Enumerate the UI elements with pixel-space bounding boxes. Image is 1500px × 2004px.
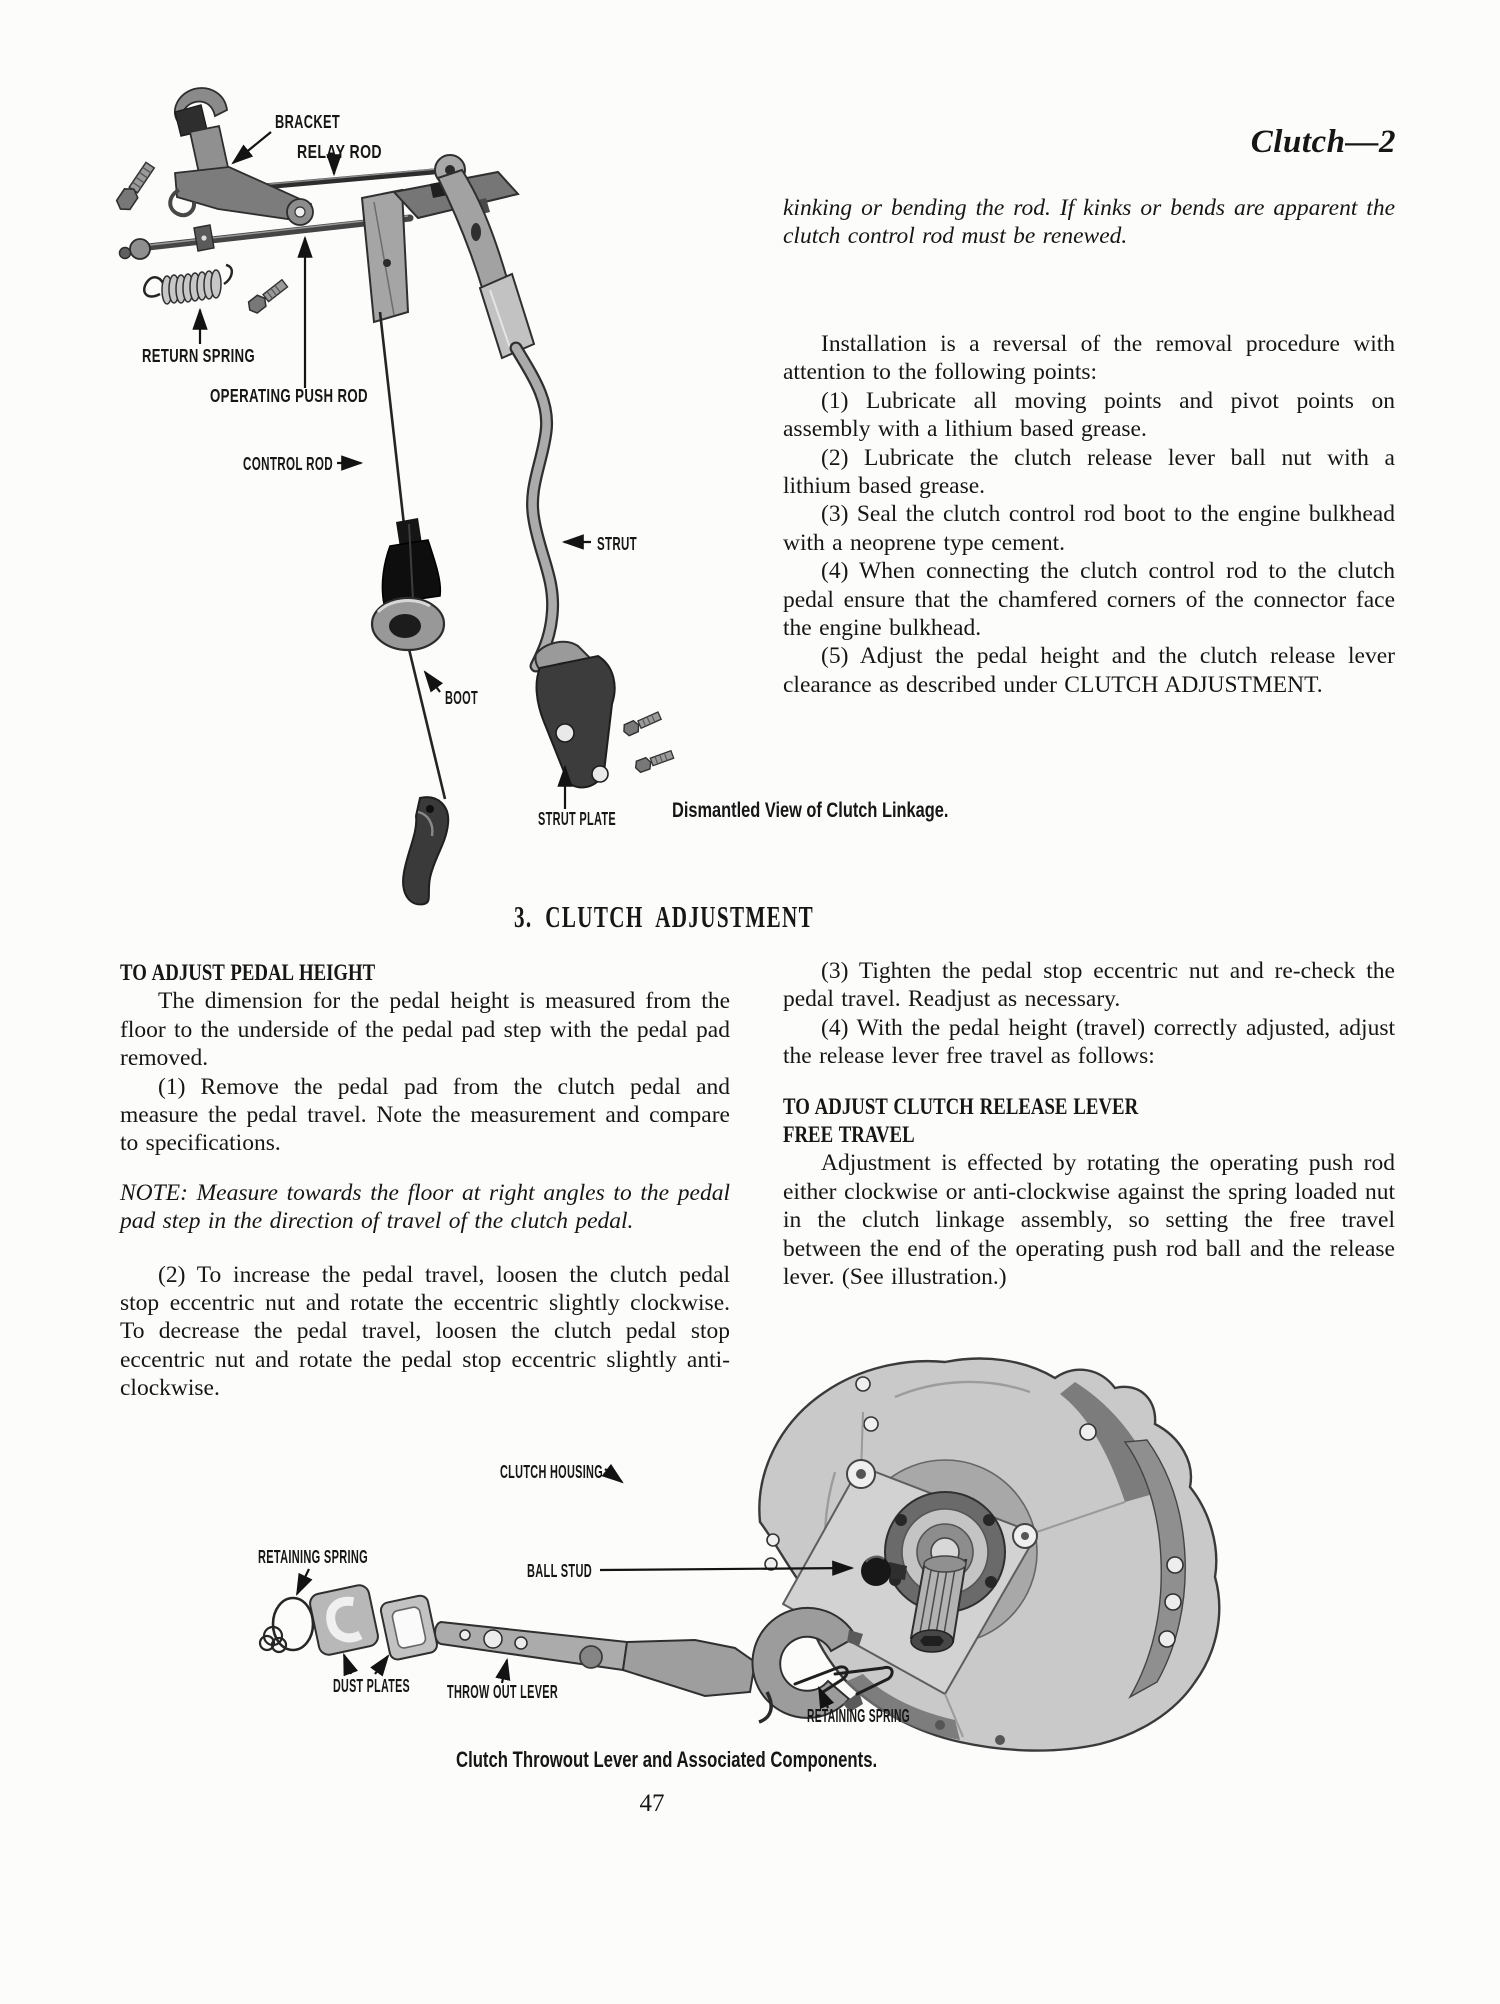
return-spring-part xyxy=(144,265,232,304)
bolt-part xyxy=(114,161,157,214)
section-heading xyxy=(514,899,955,935)
paragraph: (5) Adjust the pedal height and the clutch release lever clearance as described under CLUTCH ADJUSTMENT. xyxy=(783,643,1395,698)
label-control-rod: CONTROL ROD xyxy=(243,454,333,474)
paragraph: (4) When connecting the clutch control rod to the clutch pedal ensure that the chamfered corners of the connector face the engine bulkhead. xyxy=(783,558,1395,642)
clutch-housing-arrow xyxy=(605,1469,622,1482)
installation-notes xyxy=(783,330,1395,699)
label-ball-stud: BALL STUD xyxy=(527,1561,592,1581)
label-operating-push-rod: OPERATING PUSH ROD xyxy=(210,386,368,406)
label-dust-plates: DUST PLATES xyxy=(333,1676,410,1696)
paragraph: Adjustment is effected by rotating the operating push rod either clockwise or anti-clockwise against the spring loaded nut in the clutch linkage assembly, so setting the free travel between the end of the operating push rod ball and the release lever. (See illustration.) xyxy=(783,1150,1395,1291)
section-heading-text: 3. CLUTCH ADJUSTMENT xyxy=(514,899,815,934)
page-running-head: Clutch—2 xyxy=(1250,124,1396,160)
top-figure-caption xyxy=(672,799,1026,823)
label-retaining-spring-left: RETAINING SPRING xyxy=(258,1547,368,1567)
strut-plate-part xyxy=(536,642,615,788)
throw-out-lever-arrow xyxy=(502,1660,507,1683)
paragraph: (1) Remove the pedal pad from the clutch pedal and measure the pedal travel. Note the measurement and compare to specifications. xyxy=(120,1073,730,1157)
bolt-part xyxy=(634,749,675,774)
boot-arrow xyxy=(425,672,440,692)
retaining-spring-left-arrow xyxy=(297,1569,309,1594)
clutch-linkage-figure xyxy=(78,72,700,910)
label-return-spring: RETURN SPRING xyxy=(142,346,255,366)
caption-text: Dismantled View of Clutch Linkage. xyxy=(672,799,949,822)
bolt-part xyxy=(622,710,663,737)
bottom-figure-caption xyxy=(456,1747,1010,1773)
dust-plates-arrow-2 xyxy=(375,1656,388,1674)
subheading-release-lever xyxy=(783,1093,1395,1121)
label-relay-rod: RELAY ROD xyxy=(297,142,382,162)
paragraph: (1) Lubricate all moving points and pivot points on assembly with a lithium based grease. xyxy=(783,387,1395,443)
connector-part xyxy=(403,797,448,904)
label-strut: STRUT xyxy=(597,534,637,554)
label-retaining-spring-right: RETAINING SPRING xyxy=(807,1706,910,1726)
section-left-column xyxy=(120,959,730,1403)
paragraph: (2) Lubricate the clutch release lever ball nut with a lithium based grease. xyxy=(783,444,1395,500)
label-boot: BOOT xyxy=(445,688,478,708)
bolt-part xyxy=(245,277,288,315)
paragraph: (3) Tighten the pedal stop eccentric nut and re-check the pedal travel. Readjust as necessary. xyxy=(783,958,1395,1013)
throw-out-lever-part xyxy=(435,1608,863,1722)
dust-plates-arrow-1 xyxy=(344,1655,351,1674)
subheading-text: TO ADJUST PEDAL HEIGHT xyxy=(120,960,376,986)
throwout-lever-figure xyxy=(195,1352,1440,1754)
subheading-pedal-height xyxy=(120,959,730,987)
boot-part xyxy=(372,518,444,650)
paragraph: (2) To increase the pedal travel, loosen the clutch pedal stop eccentric nut and rotate the eccentric slightly clockwise. To decrease the pedal travel, loosen the clutch pedal stop eccentric nut and rotate the pedal stop eccentric slightly anti-clockwise. xyxy=(120,1261,730,1402)
label-throw-out-lever: THROW OUT LEVER xyxy=(447,1682,558,1702)
subheading-text: FREE TRAVEL xyxy=(783,1122,915,1149)
retaining-spring-part xyxy=(260,1598,313,1652)
pedal-bracket-assembly xyxy=(362,155,534,358)
paragraph: (3) Seal the clutch control rod boot to the engine bulkhead with a neoprene type cement. xyxy=(783,501,1395,556)
section-right-column xyxy=(783,957,1395,1291)
paragraph: Installation is a reversal of the removal procedure with attention to the following points: xyxy=(783,331,1395,386)
dust-plates-part xyxy=(308,1583,438,1661)
note-paragraph: NOTE: Measure towards the floor at right angles to the pedal pad step in the direction of travel of the clutch pedal. xyxy=(120,1179,730,1235)
subheading-free-travel xyxy=(783,1121,1395,1149)
caption-text: Clutch Throwout Lever and Associated Components. xyxy=(456,1747,878,1772)
intro-continuation xyxy=(783,194,1395,251)
label-bracket: BRACKET xyxy=(275,112,340,132)
label-strut-plate: STRUT PLATE xyxy=(538,809,616,829)
paragraph: The dimension for the pedal height is measured from the floor to the underside of the pedal pad step with the pedal pad removed. xyxy=(120,988,730,1072)
paragraph: (4) With the pedal height (travel) correctly adjusted, adjust the release lever free travel as follows: xyxy=(783,1014,1395,1070)
paragraph: kinking or bending the rod. If kinks or bends are apparent the clutch control rod must be renewed. xyxy=(783,195,1395,250)
strut-part xyxy=(516,348,553,666)
page-number: 47 xyxy=(639,1790,665,1817)
label-clutch-housing: CLUTCH HOUSING xyxy=(500,1462,603,1482)
bracket-arrow xyxy=(233,132,271,163)
subheading-text: TO ADJUST CLUTCH RELEASE LEVER xyxy=(783,1093,1139,1120)
